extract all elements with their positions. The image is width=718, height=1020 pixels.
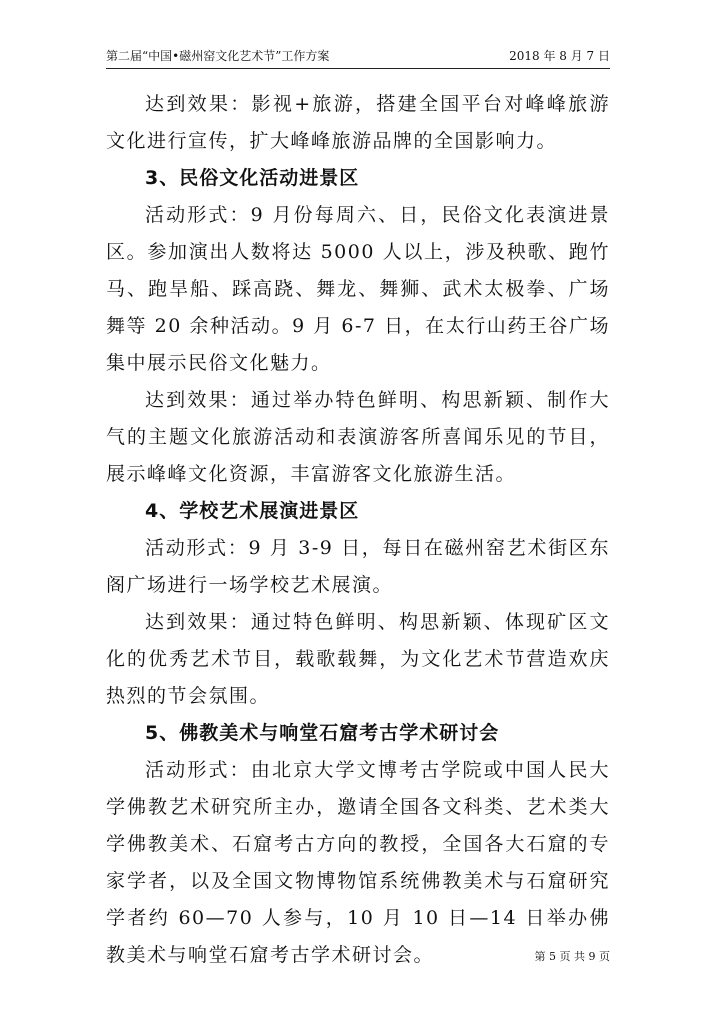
paragraph-effect-film-tourism: 达到效果：影视+旅游，搭建全国平台对峰峰旅游文化进行宣传，扩大峰峰旅游品牌的全国影响力。 — [106, 93, 610, 152]
document-body — [106, 86, 610, 974]
paragraph-activity-folk: 活动形式：9 月份每周六、日，民俗文化表演进景区。参加演出人数将达 5000 人以上，涉及秧歌、跑竹马、跑旱船、踩高跷、舞龙、舞狮、武术太极拳、广场舞等 20 余种活动。9 月 6-7 日，在太行山药王谷广场集中展示民俗文化魅力。 — [106, 204, 610, 374]
header-divider — [106, 68, 610, 69]
section-heading-5: 5、佛教美术与响堂石窟考古学术研讨会 — [145, 722, 500, 744]
section-heading-3: 3、民俗文化活动进景区 — [145, 167, 360, 189]
section-heading-4: 4、学校艺术展演进景区 — [145, 500, 360, 522]
paragraph-effect-folk: 达到效果：通过举办特色鲜明、构思新颖、制作大气的主题文化旅游活动和表演游客所喜闻乐见的节目，展示峰峰文化资源，丰富游客文化旅游生活。 — [106, 389, 610, 485]
paragraph-activity-seminar: 活动形式：由北京大学文博考古学院或中国人民大学佛教艺术研究所主办，邀请全国各文科类、艺术类大学佛教美术、石窟考古方向的教授，全国各大石窟的专家学者，以及全国文物博物馆系统佛教美术与石窟研究学者约 60—70 人参与，10 月 10 日—14 日举办佛教美术与响堂石窟考古学术研讨会。 — [106, 759, 610, 966]
page-number: 第 5 页 共 9 页 — [534, 950, 610, 963]
document-title: 第二届“中国•磁州窑文化艺术节”工作方案 — [106, 49, 330, 63]
paragraph-activity-school: 活动形式：9 月 3-9 日，每日在磁州窑艺术街区东阁广场进行一场学校艺术展演。 — [106, 537, 610, 596]
paragraph-effect-school: 达到效果：通过特色鲜明、构思新颖、体现矿区文化的优秀艺术节目，载歌载舞，为文化艺术节营造欢庆热烈的节会氛围。 — [106, 611, 610, 707]
document-date: 2018 年 8 月 7 日 — [509, 49, 610, 63]
